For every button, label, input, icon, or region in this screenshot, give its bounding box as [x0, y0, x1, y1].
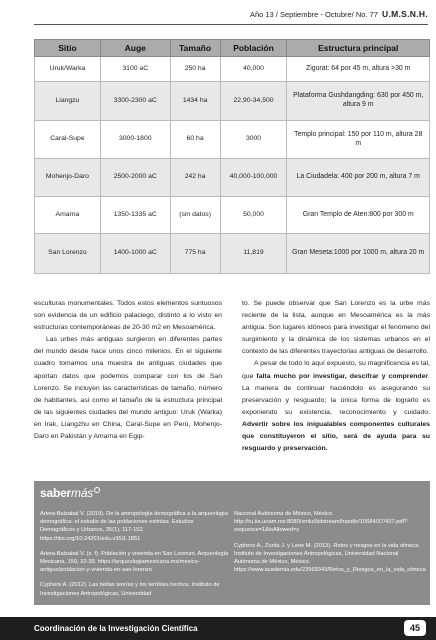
cell-poblacion: 40,000	[220, 57, 287, 82]
cell-auge: 3100 aC	[100, 57, 170, 82]
cell-tamano: 60 ha	[170, 121, 220, 159]
cell-tamano: 775 ha	[170, 234, 220, 274]
paragraph-text: A pesar de todo lo aquí expuesto, su magnificencia es tal, que	[242, 360, 430, 380]
emphasis-text: Advertir sobre los inigualables componentes culturales que constituyeron el sitio, será de ayuda para su resguardo y preservación.	[242, 420, 430, 453]
cell-estructura: Zigurat: 64 por 45 m, altura >30 m	[287, 57, 430, 82]
cell-sitio: Uruk/Warka	[35, 57, 101, 82]
paragraph: esculturas monumentales. Todos estos elementos suntuosos son evidencia de un edificio palaciego, distinto a lo visto en estructuras contemporáneas de 20-30 m2 en Mesoamérica.	[34, 300, 222, 332]
cell-tamano: 250 ha	[170, 57, 220, 82]
table-row	[35, 121, 430, 159]
header-estructura: Estructura principal	[287, 40, 430, 57]
references-column-left	[40, 510, 230, 605]
table-row	[35, 234, 430, 274]
reference-item: Cyphers A., Zurita J. y Lane M. (2013). Retos y riesgos en la vida olmeca. Instituto de Investigaciones Antropológicas, Universidad Nacional Autónoma de México, México. https://www.academia.edu/23969343/Retos_y_Riesgos_en_la_vida_olmeca	[234, 542, 426, 574]
reference-item: Arieta-Baizabal V. (2019). De la antropología demográfica a la arqueología demográfica: el estudio de las poblaciones extintas. Estudios Demográficos y Urbanos, 35(1), 117-152. https://doi.org/10.24201/edu.v35i1.1851	[40, 511, 228, 542]
references-box	[34, 481, 430, 605]
paragraph-text: . La manera de continuar haciéndolo es asegurando su preservación y resguardo; la única forma de lograrlo es exponiendo su existencia, reconocimiento y cuidado.	[242, 372, 430, 416]
logo-text: saber	[40, 486, 72, 500]
cell-tamano: 242 ha	[170, 159, 220, 197]
page-number: 45	[404, 620, 426, 636]
body-column-left	[34, 298, 222, 443]
header-tamano: Tamaño	[170, 40, 220, 57]
cell-sitio: Amarna	[35, 197, 101, 234]
page-footer	[0, 617, 436, 640]
cell-poblacion: 40,000-100,000	[220, 159, 287, 197]
cell-poblacion: 3000	[220, 121, 287, 159]
table-header-row	[35, 40, 430, 57]
cell-sitio: Mohenjo-Daro	[35, 159, 101, 197]
references-column-right	[234, 510, 424, 581]
table-row	[35, 197, 430, 234]
cell-estructura: Gran Meseta:1000 por 1000 m, altura 20 m	[287, 234, 430, 274]
table-row	[35, 82, 430, 121]
cell-sitio: San Lorenzo	[35, 234, 101, 274]
cell-auge: 3000-1800	[100, 121, 170, 159]
cell-estructura: La Ciudadela: 400 por 200 m, altura 7 m	[287, 159, 430, 197]
header-poblacion: Población	[220, 40, 287, 57]
header-divider	[34, 24, 428, 25]
cities-table	[34, 39, 430, 274]
cell-auge: 1400-1000 aC	[100, 234, 170, 274]
issue-label: Año 13 / Septiembre - Octubre/ No. 77	[249, 10, 378, 19]
cell-sitio: Liangzu	[35, 82, 101, 121]
issue-info	[250, 9, 428, 19]
table-row	[35, 159, 430, 197]
logo-text-accent: más	[71, 486, 94, 500]
table-row	[35, 57, 430, 82]
cell-auge: 2500-2000 aC	[100, 159, 170, 197]
page-header	[0, 0, 436, 30]
header-auge: Auge	[100, 40, 170, 57]
cell-estructura: Templo principal: 150 por 110 m, altura 28 m	[287, 121, 430, 159]
institution-label: U.M.S.N.H.	[382, 9, 428, 19]
paragraph	[242, 358, 430, 455]
paragraph: Las urbes más antiguas surgieron en diferentes partes del mundo desde hace unos cinco milenios. En el siguiente cuadro tomamos una muestra de antiguas ciudades que aportan datos que podemos comparar con los de San Lorenzo. Se incluyen las características de tamaño, número de habitantes, así como el tamaño de la estructura principal de las siguientes ciudades del mundo antiguo: Uruk (Warka) en Irak, Liangzhu en China, Caral-Supe en Perú, Mohenjo-Daro en Pakistán y Amarna en Egip-	[34, 336, 222, 441]
reference-item: Nacional Autónoma de México, México. http://ru.iia.unam.mx:8080/xmlui/bitstream/handle/10684/37/437.pdf?sequence=1&isAllowed=y	[234, 511, 408, 534]
cell-poblacion: 22,90-34,500	[220, 82, 287, 121]
cell-auge: 1350-1335 aC	[100, 197, 170, 234]
cell-poblacion: 50,000	[220, 197, 287, 234]
body-column-right	[242, 298, 430, 455]
emphasis-text: falta mucho por investigar, descifrar y comprender	[256, 372, 429, 380]
paragraph: to. Se puede observar que San Lorenzo es la urbe más reciente de la lista, aunque en Mesoamérica es la más antigua. Son lugares idóneos para investigar el fenómeno del surgimiento y la dinámica de los sistemas urbanos en el contexto de las diferentes trayectorias antiguas de desarrollo.	[242, 300, 430, 356]
footer-label: Coordinación de la Investigación Científica	[34, 624, 198, 633]
cell-poblacion: 11,819	[220, 234, 287, 274]
saber-mas-logo	[40, 486, 100, 502]
header-sitio: Sitio	[35, 40, 101, 57]
cell-sitio: Caral-Supe	[35, 121, 101, 159]
cell-tamano: 1434 ha	[170, 82, 220, 121]
cell-estructura: Gran Templo de Aten:800 por 300 m	[287, 197, 430, 234]
reference-item: Arieta-Baizabal V. (s. f). Población y vivienda en San Lorenzo. Arqueología Mexicana, 150, 32-39. https://arqueologiamexicana.mx/mexico-antiguo/poblacion-y-vivienda-en-san-lorenzo	[40, 550, 229, 574]
cell-estructura: Plataforma Gushdangding: 630 por 450 m, altura 9 m	[287, 82, 430, 121]
reference-item: Cyphers A. (2012). Las bellas teorías y los terribles hechos. Instituto de Investigaciones Antropológicas, Universidad	[40, 582, 220, 597]
magnifier-icon	[94, 487, 100, 493]
cell-tamano: (sin datos)	[170, 197, 220, 234]
cell-auge: 3300-2300 aC	[100, 82, 170, 121]
